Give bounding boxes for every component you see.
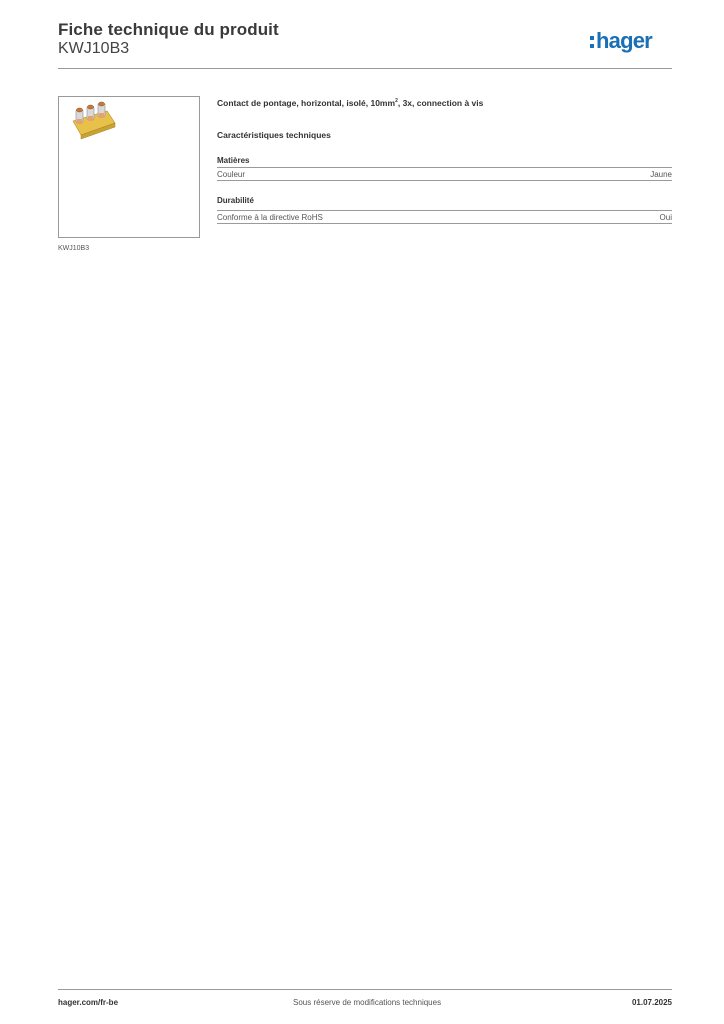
bridging-contact-3-pole-icon xyxy=(67,101,117,141)
spec-value: Jaune xyxy=(650,170,672,179)
spec-value: Oui xyxy=(659,213,672,222)
group-heading-durability: Durabilité xyxy=(217,196,254,205)
spec-content xyxy=(217,96,672,222)
page-title: Fiche technique du produit xyxy=(58,20,279,39)
group-heading-materials: Matières xyxy=(217,156,250,165)
footer-divider xyxy=(58,989,672,990)
spec-row-color xyxy=(217,167,672,181)
spec-label: Conforme à la directive RoHS xyxy=(217,213,323,222)
spec-row-rohs xyxy=(217,210,672,224)
hager-logo xyxy=(590,27,674,57)
footer-date: 01.07.2025 xyxy=(631,998,672,1007)
header-divider xyxy=(58,68,672,69)
footer-disclaimer: Sous réserve de modifications techniques xyxy=(293,998,442,1007)
image-caption: KWJ10B3 xyxy=(58,245,90,252)
product-description: Contact de pontage, horizontal, isolé, $10mm^2$, 3x, connection à vis xyxy=(217,97,484,108)
footer-website-link[interactable]: hager.com/fr-be xyxy=(58,998,119,1007)
specs-title: Caractéristiques techniques xyxy=(217,130,331,140)
logo-text: hager xyxy=(596,28,652,53)
product-image-frame xyxy=(58,96,200,238)
spec-label: Couleur xyxy=(217,170,246,179)
product-reference: KWJ10B3 xyxy=(58,40,130,57)
